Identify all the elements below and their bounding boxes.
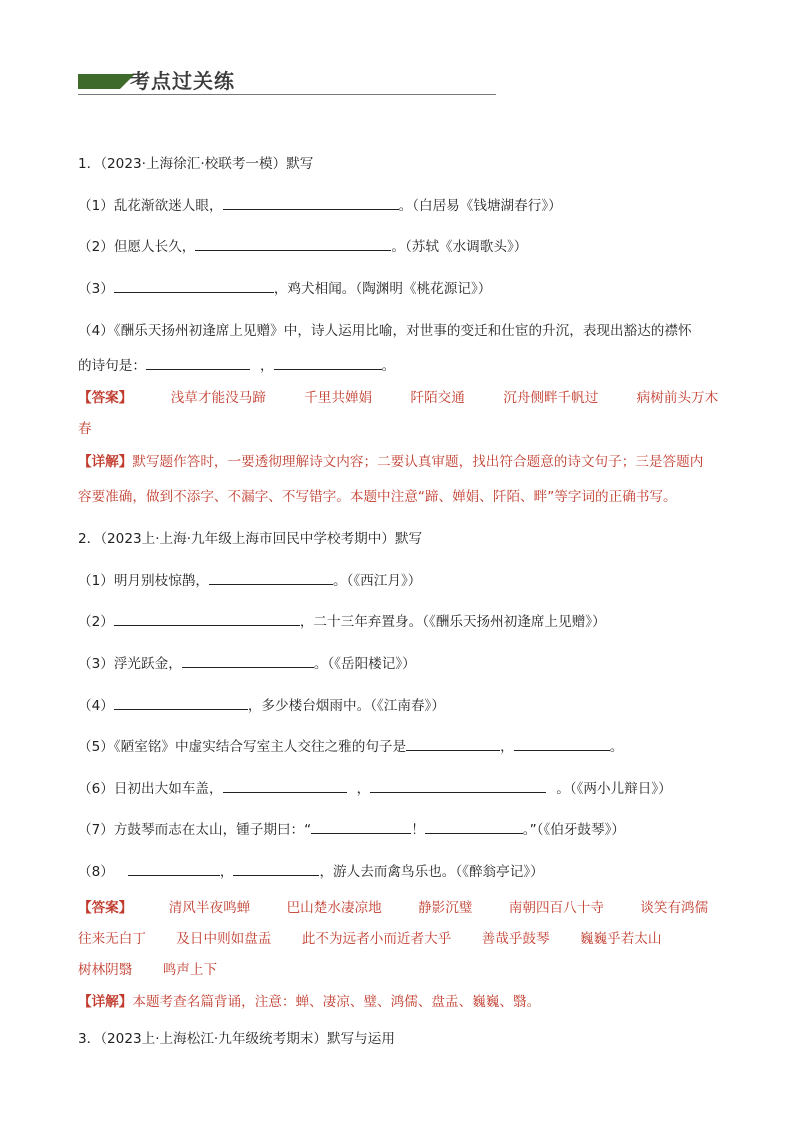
- q2-line-7: （7）方鼓琴而志在太山，锺子期曰：“ ！ 。”（《伯牙鼓琴》）: [78, 822, 625, 838]
- q1-detail-1: 【详解】默写题作答时，一要透彻理解诗文内容；二要认真审题，找出符合题意的诗文句子；三是答题内: [78, 454, 704, 470]
- answer-item: 千里共婵娟: [304, 390, 373, 406]
- header-divider: [78, 94, 496, 95]
- q1-detail-2: 容要准确，做到不添字、不漏字、不写错字。本题中注意“蹄、婵娟、阡陌、畔”等字词的正确书写。: [78, 489, 677, 505]
- answer-blank[interactable]: [114, 697, 248, 710]
- q1-answer: 【答案】 浅草才能没马蹄 千里共婵娟 阡陌交通 沉舟侧畔千帆过 病树前头万木: [78, 390, 719, 406]
- answer-item: 善哉乎鼓琴: [481, 931, 550, 947]
- answer-item: 巴山楚水凄凉地: [286, 900, 382, 916]
- answer-blank[interactable]: [223, 780, 347, 793]
- answer-item: 巍巍乎若太山: [579, 931, 662, 947]
- answer-item: 阡陌交通: [410, 390, 465, 406]
- q1-line-5: 的诗句是： ， 。: [78, 358, 396, 374]
- answer-item: 南朝四百八十寺: [508, 900, 604, 916]
- answer-blank[interactable]: [425, 821, 523, 834]
- answer-item: 鸣声上下: [162, 962, 218, 978]
- q2-line-2: （2） ，二十三年弃置身。（《酬乐天扬州初逢席上见赠》）: [78, 614, 606, 630]
- q1-line-2: （2）但愿人长久， 。（苏轼《水调歌头》）: [78, 239, 528, 255]
- answer-blank[interactable]: [182, 655, 314, 668]
- q1-answer-tail: 春: [78, 421, 92, 437]
- answer-item: 树林阴翳: [78, 962, 133, 978]
- answer-blank[interactable]: [223, 197, 399, 210]
- q2-line-1: （1）明月别枝惊鹊， 。（《西江月》）: [78, 573, 422, 589]
- answer-item: 此不为远者小而近者大乎: [301, 931, 452, 947]
- answer-item: 沉舟侧畔千帆过: [503, 390, 599, 406]
- answer-blank[interactable]: [514, 738, 610, 751]
- answer-blank[interactable]: [311, 821, 411, 834]
- section-header: [78, 68, 496, 96]
- q2-line-3: （3）浮光跃金， 。（《岳阳楼记》）: [78, 656, 416, 672]
- answer-blank[interactable]: [114, 280, 274, 293]
- q2-answer-row-2: [78, 930, 662, 948]
- answer-blank[interactable]: [195, 238, 391, 251]
- q2-line-4: （4） ，多少楼台烟雨中。（《江南春》）: [78, 698, 445, 714]
- answer-blank[interactable]: [406, 738, 500, 751]
- answer-blank[interactable]: [146, 357, 250, 370]
- q2-line-5: （5）《陋室铭》中虚实结合写室主人交往之雅的句子是 ， 。: [78, 739, 624, 755]
- answer-item: 浅草才能没马蹄: [170, 390, 266, 406]
- answer-item: 静影沉璧: [418, 900, 473, 916]
- answer-item: 谈笑有鸿儒: [640, 900, 709, 916]
- answer-blank[interactable]: [233, 863, 319, 876]
- q1-line-1: （1）乱花渐欲迷人眼， 。（白居易《钱塘湖春行》）: [78, 198, 562, 214]
- q3-title: 3．（2023上·上海松江·九年级统考期末）默写与运用: [78, 1031, 395, 1047]
- q2-answer-row-3: [78, 961, 217, 979]
- answer-blank[interactable]: [274, 357, 382, 370]
- q2-title: 2．（2023上·上海·九年级上海市回民中学校考期中）默写: [78, 531, 423, 547]
- answer-blank[interactable]: [128, 863, 220, 876]
- answer-item: 病树前头万木: [636, 390, 719, 406]
- q1-line-4: （4）《酬乐天扬州初逢席上见赠》中，诗人运用比喻，对世事的变迁和仕宦的升沉，表现出豁达的襟怀: [78, 323, 692, 339]
- answer-item: 往来无白丁: [78, 931, 146, 947]
- q1-line-3: （3） ，鸡犬相闻。（陶渊明《桃花源记》）: [78, 281, 492, 297]
- answer-blank[interactable]: [114, 613, 300, 626]
- answer-blank[interactable]: [370, 780, 546, 793]
- q2-detail: 【详解】本题考查名篇背诵，注意：蝉、凄凉、璧、鸿儒、盘盂、巍巍、翳。: [78, 994, 541, 1010]
- answer-blank[interactable]: [209, 572, 333, 585]
- q2-line-8: （8） ， ，游人去而禽鸟乐也。（《醉翁亭记》）: [78, 864, 544, 880]
- q2-line-6: （6）日初出大如车盖， ， 。（《两小儿辩日》）: [78, 781, 672, 797]
- q2-answer: 【答案】 清风半夜鸣蝉 巴山楚水凄凉地 静影沉璧 南朝四百八十寺 谈笑有鸿儒: [78, 900, 709, 916]
- header-bar-decoration: [78, 74, 120, 89]
- answer-item: 清风半夜鸣蝉: [168, 900, 251, 916]
- section-title: 考点过关练: [130, 69, 235, 93]
- answer-item: 及日中则如盘盂: [176, 931, 272, 947]
- q1-title: 1．（2023·上海徐汇·校联考一模）默写: [78, 156, 314, 172]
